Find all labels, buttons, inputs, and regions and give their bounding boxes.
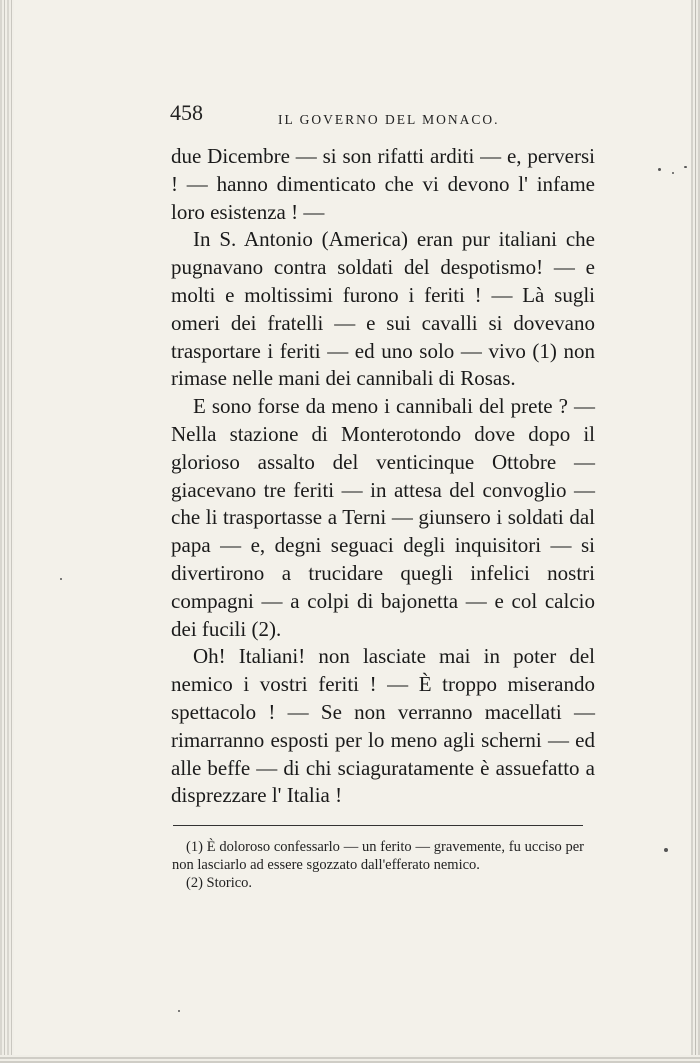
footnote-2: (2) Storico. <box>186 875 253 891</box>
paragraph-4: Oh! Italiani! non lasciate mai in poter del nemico i vostri feriti ! — È troppo miserando spettacolo ! — Se non verranno macellati — rimarranno esposti per lo meno agli scherni — ed alle beffe — di chi sciaguratamente è assuefatto a disprezzare l' Italia ! <box>171 644 595 808</box>
ink-speck <box>684 166 687 168</box>
page-number: 458 <box>170 100 203 125</box>
paragraph-1: due Dicembre — si son rifatti arditi — e, perversi ! — hanno dimenticato che vi devono l' infame loro esistenza ! — <box>171 144 595 224</box>
footnote-rule <box>173 825 583 826</box>
footnote-1: (1) È doloroso confessarlo — un ferito — gravemente, fu ucciso per non lasciarlo ad essere sgozzato dall'efferato nemico. <box>172 839 584 873</box>
ink-speck <box>60 578 62 580</box>
running-title: IL GOVERNO DEL MONACO. <box>278 112 500 127</box>
body-text <box>171 143 595 810</box>
ink-speck <box>178 1010 180 1012</box>
ink-speck <box>658 168 661 171</box>
paragraph-2: In S. Antonio (America) eran pur italiani che pugnavano contra soldati del despotismo! — e molti e moltissimi furono i feriti ! — Là sugli omeri dei fratelli — e sui cavalli si dovevano trasportare i feriti — ed uno solo — vivo (1) non rimase nelle mani dei cannibali di Rosas. <box>171 227 595 391</box>
paragraph-3: E sono forse da meno i cannibali del prete ? — Nella stazione di Monterotondo dove dopo il glorioso assalto del venticinque Ottobre — giacevano tre feriti — in attesa del convoglio — che li trasportasse a Terni — giunsero i soldati dal papa — e, degni seguaci degli inquisitori — si divertirono a trucidare quegli infelici nostri compagni — a colpi di bajonetta — e col calcio dei fucili (2). <box>171 394 595 641</box>
ink-speck <box>672 172 674 174</box>
bottom-page-edge <box>0 1055 700 1063</box>
ink-speck <box>664 848 668 852</box>
page-header <box>170 100 590 130</box>
left-page-edge <box>0 0 14 1063</box>
right-page-edge <box>691 0 700 1063</box>
footnotes <box>172 838 584 892</box>
